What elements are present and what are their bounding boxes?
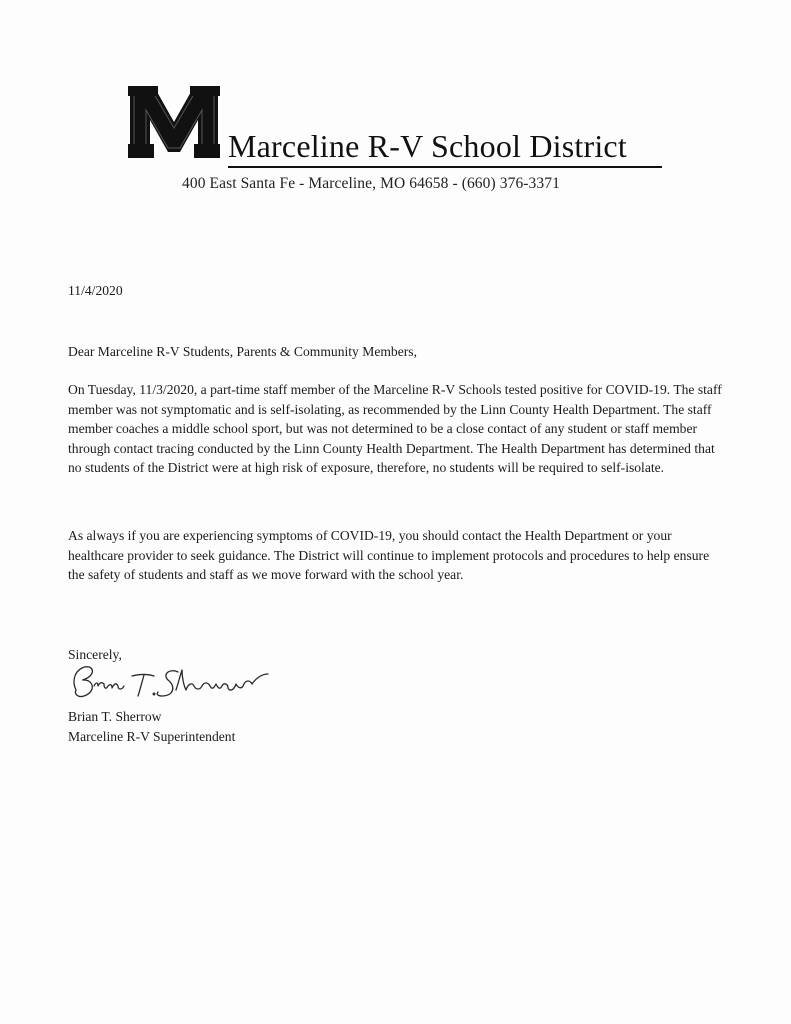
letterhead	[128, 86, 668, 196]
district-logo-m	[128, 86, 220, 160]
header-divider	[228, 166, 662, 168]
body-paragraph-2: As always if you are experiencing symptoms of COVID-19, you should contact the Health Department or your healthcare provider to seek guidance. The District will continue to implement protocols and procedures to help ensure the safety of students and staff as we move forward with the school year.	[68, 528, 710, 583]
letter-date: 11/4/2020	[68, 283, 123, 298]
district-name: Marceline R-V School District	[228, 128, 627, 164]
salutation: Dear Marceline R-V Students, Parents & Community Members,	[68, 344, 417, 359]
signer-title: Marceline R-V Superintendent	[68, 729, 236, 744]
closing: Sincerely,	[68, 647, 122, 662]
body-paragraph-1: On Tuesday, 11/3/2020, a part-time staff member of the Marceline R-V Schools tested positive for COVID-19. The staff member was not symptomatic and is self-isolating, as recommended by the Linn County Health Department. The staff member coaches a middle school sport, but was not determined to be a close contact of any student or staff member through contact tracing conducted by the Linn County Health Department. The Health Department has determined that no students of the District were at high risk of exposure, therefore, no students will be required to self-isolate.	[68, 382, 722, 476]
district-address: 400 East Santa Fe - Marceline, MO 64658 - (660) 376-3371	[182, 175, 560, 192]
signer-name: Brian T. Sherrow	[68, 709, 162, 724]
handwritten-signature	[66, 660, 286, 704]
